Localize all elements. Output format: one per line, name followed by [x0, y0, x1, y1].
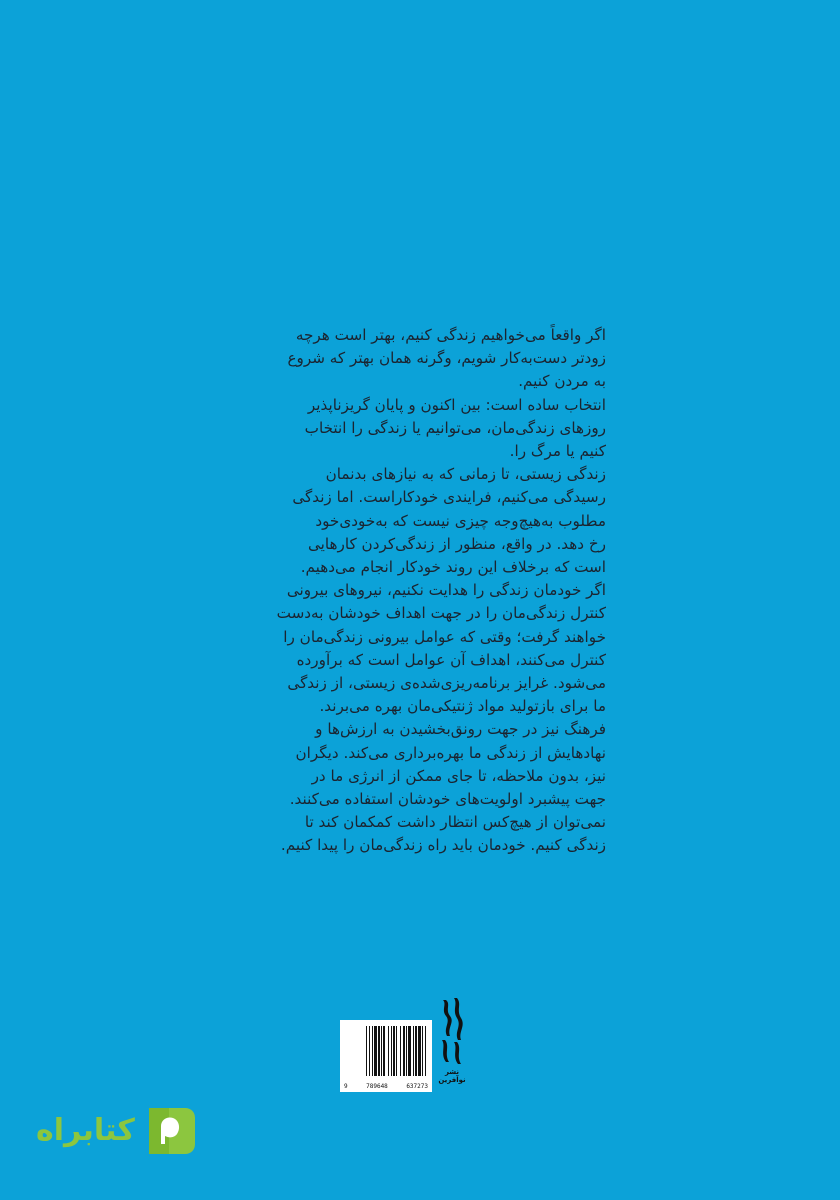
blurb-line: نهادهایش از زندگی ما بهره‌برداری می‌کند. دیگران	[295, 743, 606, 762]
publisher-name	[432, 1068, 472, 1092]
ketabrah-logo-icon	[139, 1100, 201, 1162]
barcode-digit-group: 9	[344, 1083, 348, 1090]
blurb-line: زندگی کنیم. خودمان باید راه زندگی‌مان را پیدا کنیم.	[280, 836, 606, 855]
blurb-line: ما برای بازتولید مواد ژنتیکی‌مان بهره می‌برند.	[319, 697, 606, 716]
blurb-line: جهت پیشبرد اولویت‌های خودشان استفاده می‌کنند.	[289, 790, 606, 809]
barcode-bars	[346, 1026, 426, 1076]
publisher-label-top: نشر	[444, 1068, 460, 1076]
isbn-barcode	[340, 1020, 432, 1092]
blurb-line: رسیدگی می‌کنیم، فرایندی خودکاراست. اما زندگی	[292, 488, 606, 507]
blurb-line: است که برخلاف این روند خودکار انجام می‌دهیم.	[300, 558, 606, 577]
blurb-line: نیز، بدون ملاحظه، تا جای ممکن از انرژی ما در	[311, 766, 606, 785]
blurb-line: می‌شود. غرایز برنامه‌ریزی‌شده‌ی زیستی، از زندگی	[287, 674, 606, 693]
blurb-line: انتخاب ساده است: بین اکنون و پایان گریزناپذیر	[307, 395, 606, 414]
barcode-stripe	[425, 1026, 426, 1076]
ketabrah-watermark	[36, 1096, 226, 1166]
blurb-line: کنیم یا مرگ را.	[509, 442, 606, 461]
barcode-digits	[344, 1083, 428, 1090]
blurb-line: رخ دهد. در واقع، منظور از زندگی‌کردن کارهایی	[308, 534, 606, 553]
watermark-text: کتابراه	[36, 1113, 135, 1148]
blurb-line: زندگی زیستی، تا زمانی که به نیازهای بدنمان	[325, 465, 606, 484]
blurb-line: مطلوب به‌هیچ‌وجه چیزی نیست که به‌خودی‌خود	[315, 511, 606, 530]
blurb-line: اگر واقعاً می‌خواهیم زندگی کنیم، بهتر است هرچه	[295, 326, 606, 344]
blurb-line: اگر خودمان زندگی را هدایت نکنیم، نیروهای بیرونی	[286, 581, 606, 600]
blurb-line: خواهند گرفت؛ وقتی که عوامل بیرونی زندگی‌مان را	[283, 627, 606, 646]
back-cover-blurb	[238, 324, 606, 858]
blurb-line: نمی‌توان از هیچ‌کس انتظار داشت کمکمان کند تا	[304, 813, 606, 832]
blurb-line: کنترل زندگی‌مان را در جهت اهداف خودشان به‌دست	[276, 604, 606, 623]
barcode-digit-group: 789648	[366, 1083, 388, 1090]
blurb-line: روزهای زندگی‌مان، می‌توانیم یا زندگی را انتخاب	[304, 418, 606, 437]
blurb-line: به مردن کنیم.	[518, 372, 606, 391]
publisher-label-bottom: نوآفرین	[438, 1076, 466, 1084]
blurb-line: کنترل می‌کنند، اهداف آن عوامل است که برآورده	[296, 650, 606, 669]
blurb-line: زودتر دست‌به‌کار شویم، وگرنه همان بهتر که شروع	[287, 349, 606, 368]
barcode-digit-group: 637273	[406, 1083, 428, 1090]
blurb-line: فرهنگ نیز در جهت رونق‌بخشیدن به ارزش‌ها و	[315, 720, 606, 739]
